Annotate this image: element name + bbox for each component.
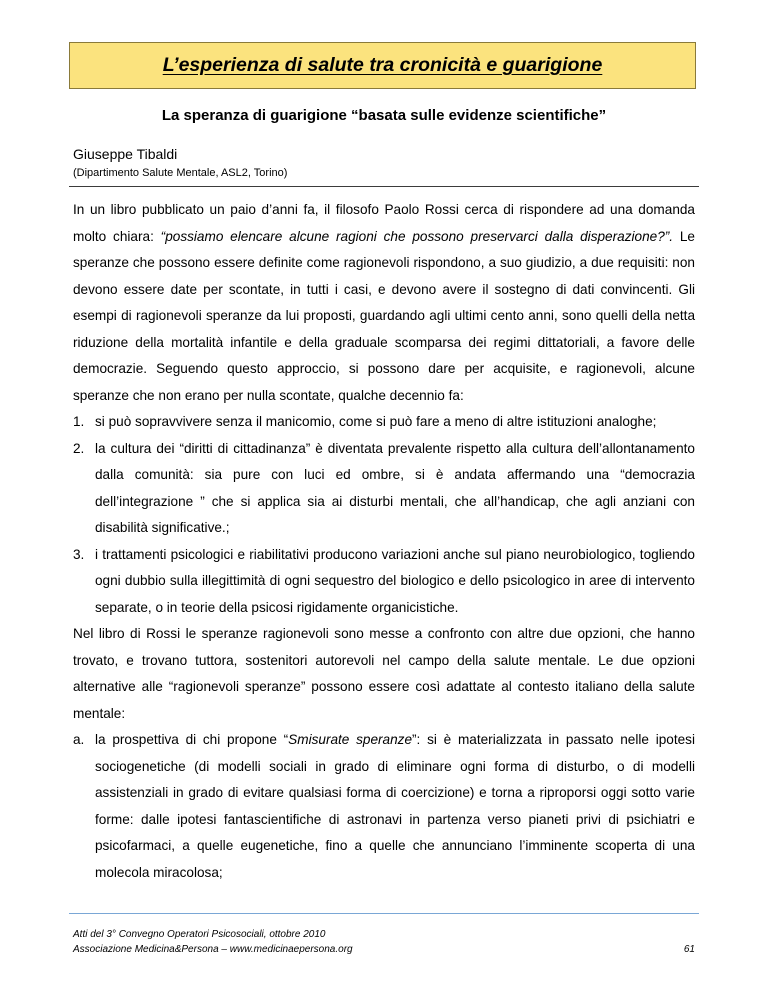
list-item — [73, 436, 695, 542]
list-item — [73, 409, 695, 436]
page-footer — [73, 927, 695, 957]
list-item-text: si può sopravvivere senza il manicomio, come si può fare a meno di altre istituzioni analoghe; — [95, 414, 657, 429]
list-item-text-end: ”: si è materializzata in passato nelle ipotesi sociogenetiche (di modelli sociali in grado di eliminare ogni forma di disturbo, o di modelli assistenziali in grado di evitare qualsiasi forma di coercizione) e torna a riproporsi oggi sotto varie forme: dalle ipotesi fantascientifiche di astronavi in partenza verso pianeti privi di psichiatri e psicofarmaci, a quelle eugenetiche, fino a quelle che annunciano l’imminente scoperta di una molecola miracolosa; — [95, 732, 695, 880]
list-item — [73, 727, 695, 886]
numbered-list — [73, 409, 695, 621]
lettered-list — [73, 727, 695, 886]
page-number: 61 — [683, 944, 695, 955]
footer-conference: Atti del 3° Convegno Operatori Psicosociali, ottobre 2010 — [73, 929, 326, 940]
list-item-marker: 1. — [73, 414, 85, 429]
list-item-marker: a. — [73, 732, 85, 747]
paragraph-intro-quote: “possiamo elencare alcune ragioni che possono preservarci dalla disperazione?”. — [160, 228, 674, 244]
article-subtitle: La speranza di guarigione “basata sulle evidenze scientifiche” — [161, 107, 607, 124]
paragraph-comparison: Nel libro di Rossi le speranze ragionevoli sono messe a confronto con altre due opzioni, che hanno trovato, e trovano tuttora, sostenitori autorevoli nel campo della salute mentale. Le due opzioni alternative alle “ragionevoli speranze” possono essere così adattate al contesto italiano della salute mentale: — [73, 626, 695, 721]
paragraph-intro — [73, 197, 695, 409]
footer-divider — [69, 913, 699, 914]
list-item-marker: 2. — [73, 440, 85, 456]
paragraph-intro-start: In un libro pubblicato un paio d’anni fa, il filosofo Paolo Rossi cerca di rispondere ad una domanda molto chiara: — [73, 202, 695, 244]
list-item-text: la cultura dei “diritti di cittadinanza” è diventata prevalente rispetto alla cultura dell’allontanamento dalla comunità: sia pure con luci ed ombre, si è andata affermando una “democrazia dell’integrazione ” che si applica sia ai disturbi mentali, che all’handicap, che agli anziani con disabilità significative.; — [95, 440, 695, 535]
list-item-emphasis: Smisurate speranze — [288, 732, 413, 747]
author-name: Giuseppe Tibaldi — [73, 146, 178, 162]
author-affiliation: (Dipartimento Salute Mentale, ASL2, Torino) — [73, 167, 288, 179]
header-divider — [69, 186, 699, 187]
title-banner — [69, 42, 696, 89]
footer-association: Associazione Medicina&Persona – www.medicinaepersona.org — [73, 944, 353, 955]
list-item — [73, 542, 695, 622]
list-item-marker: 3. — [73, 546, 85, 562]
list-item-text-start: la prospettiva di chi propone “ — [95, 732, 289, 747]
document-title: L’esperienza di salute tra cronicità e guarigione — [162, 54, 603, 76]
article-body — [73, 197, 695, 886]
list-item-text: i trattamenti psicologici e riabilitativi producono variazioni anche sul piano neurobiologico, togliendo ogni dubbio sulla illegittimità di ogni sequestro del biologico e dello psicologico in aree di intervento separate, o in teorie della psicosi rigidamente organicistiche. — [95, 546, 695, 615]
paragraph-intro-end: Le speranze che possono essere definite come ragionevoli rispondono, a suo giudizio, a due requisiti: non devono essere date per scontate, in tutti i casi, e devono avere il sostegno di dati convincenti. Gli esempi di ragionevoli speranze da lui proposti, guardando agli ultimi cento anni, sono quelli della netta riduzione della mortalità infantile e della graduale scomparsa dei regimi dittatoriali, a favore delle democrazie. Seguendo questo approccio, si possono dare per acquisite, e ragionevoli, alcune speranze che non erano per nulla scontate, qualche decennio fa: — [73, 228, 695, 403]
